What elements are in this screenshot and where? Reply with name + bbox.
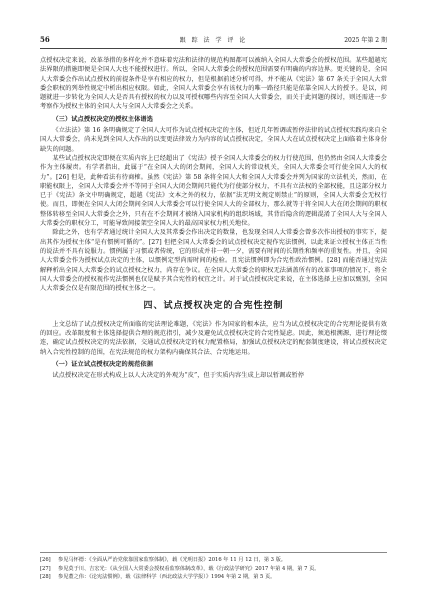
footnote-text: 参见董之伟：《论宪法惯例》，载《法律科学（西北政法大学学报）》1994 年第 2 期，第 5 页。 [58,574,276,581]
footnote-text: 参见马怀德：《全面从严治党依靠国家监察体制》，载《光明日报》2016 年 11 月 12 日，第 3 版。 [58,557,286,563]
paragraph: 点授权决定来说，改革举措的多样化并不意味着宪法和法律的规范构图都可以被纳入全国人大常委会的授权范围。某些超越宪法界限的措施即便是全国人大也不能授权进行。所以，全国人大常委会的授权范围需要有明确的内容边界。更关键的是，全国人大常委会作出试点授权的前提条件是享有相应的权力，但是根据前述分析可得，并不能从《宪法》第 67 条关于全国人大常委会职权的列举性规定中析出相应权限。如此，全国人大常委会享有该权力的唯一路径只能是依靠全国人大的授予。是以，问题就进一步转化为全国人大是否具有授权的权力以及可授权哪些内容至全国人大常委会，而关于此问题的探讨，则还需进一步考察作为授权主体的全国人大与全国人大常委会之关系。 [40,57,387,111]
paragraph: 《立法法》第 16 条明确规定了全国人大可作为试点授权决定的主体，但近几年暂调或暂停法律的试点授权实践均来自全国人大常委会，尚未见到全国人大作出的以变更法律效力为内容的试点授权决定，全国人大在试点授权决定上面临着主体身份缺失的问题。 [40,127,387,153]
paragraph: 某些试点授权决定即便在实质内容上已经超出了《宪法》授予全国人大常委会的权力行使范围，但仍然由全国人大常委会作为主体履责。有学者指出，此属于“在全国人大的闭会期间，全国人大的常设机关，全国人大常委会可行使全国人大的权力”。[26] 但是，此种看法有待商榷。虽然《宪法》第 58 条将全国人大和全国人大常委会并列为国家的立法机关，然而，在职能权限上，全国人大常委会并不等同于全国人大闭会期间只能代为行使部分权力，不具有立法权的全部权能，且这部分权力已于《宪法》条文中明确规定，超越《宪法》文本之外的权力，依据“法无明文规定则禁止”的原则，全国人大常委会无权行使。而且，即便在全国人大闭会期间全国人大常委会可以行使全国人大的全部权力，那么就等于将全国人大在闭会期间的职权整体转移至全国人大常委会之外，只有在不会期间才被纳入国家机构的组织场域，其背后隐含的逻辑混淆了全国人大与全国人大常委会的职权分工，可能导致间接架空全国人大的最高国家权力机关地位。 [40,154,387,228]
section-heading: 四、试点授权决定的合宪性控制 [143,301,284,312]
subsection-heading: （一）证立试点授权决定的规范依据 [52,360,153,368]
article-body [40,56,387,381]
issue-label: 2025 年第 2 期 [344,37,387,44]
paragraph: 上文总结了试点授权决定所面临的宪法理论难题，《宪法》作为国家的根本法，应当为试点授权决定的合宪理论提供有效的回应。改革限度和主体选择提供合理的规范指引，减少及避免试点授权决定的合宪性疑虑。因此，须追根溯源，进行理论缀连，确定试点授权决定的宪法依据，交通试点授权决定的权力配置格局，加强试点授权决定的配套制度建设，将试点授权决定纳入合宪性控制的范围，在宪法规范的权力架构内确保其合法、合宪地运用。 [40,320,387,356]
footnote-number: [26] [40,557,51,563]
footnote-rule [40,552,387,553]
paragraph: 除此之外，也有学者通过统计全国人大及其常委会作出决定的数量，也发现全国人大常委会曾多次作出授权的事实下，提出其作为授权主体“是有惯例可循的”。[27] 但把全国人大常委会的试点授权决定视作宪法惯例，以此来证立授权主体正当性的说法并不具有说服力。惯例属于习惯或者传统，它的形成并非一朝一夕，需要有时间的长期性和频率的重复性。并且，全国人大常委会作为授权试点决定的主体，以惯例定型尚需时间的检验。且宪法惯例即为合宪性政治惯例。[28] 而能否通过宪法解释析出全国人大常委会的试点授权之权力，尚存在争议。在全国人大常委会的职权无法涵盖所有的改革事项的情况下，将全国人大常委会的授权视作宪法惯例也仅是赋予其合宪性的权宜之计。对于试点授权决定来说，在主体选择上应加以甄别，全国人大常委会仅是有限范围的授权主体之一。 [40,229,387,293]
journal-name: 跟 踪 法 学 评 论 [179,37,248,44]
footnote-number: [27] [40,565,51,572]
footnote [40,556,387,565]
paragraph: 试点授权决定在形式构成上以人大决定的外观为“皮”，但于实质内容生成上却以暂调或暂停 [52,372,305,380]
header-rule [40,48,387,49]
subsection-heading: （三）试点授权决定的授权主体谱选 [52,115,153,123]
footnote-number: [28] [40,574,51,581]
footnote [40,573,387,582]
footnote [40,565,387,574]
running-header [40,35,387,47]
footnote-text: 参见莫于川、吉宏光：《从全国人大常委会授权看监察体制改革》，载《行政法学研究》2017 年第 4 期，第 7 页。 [58,565,320,572]
footnotes [40,556,387,582]
page-number: 56 [40,35,50,44]
